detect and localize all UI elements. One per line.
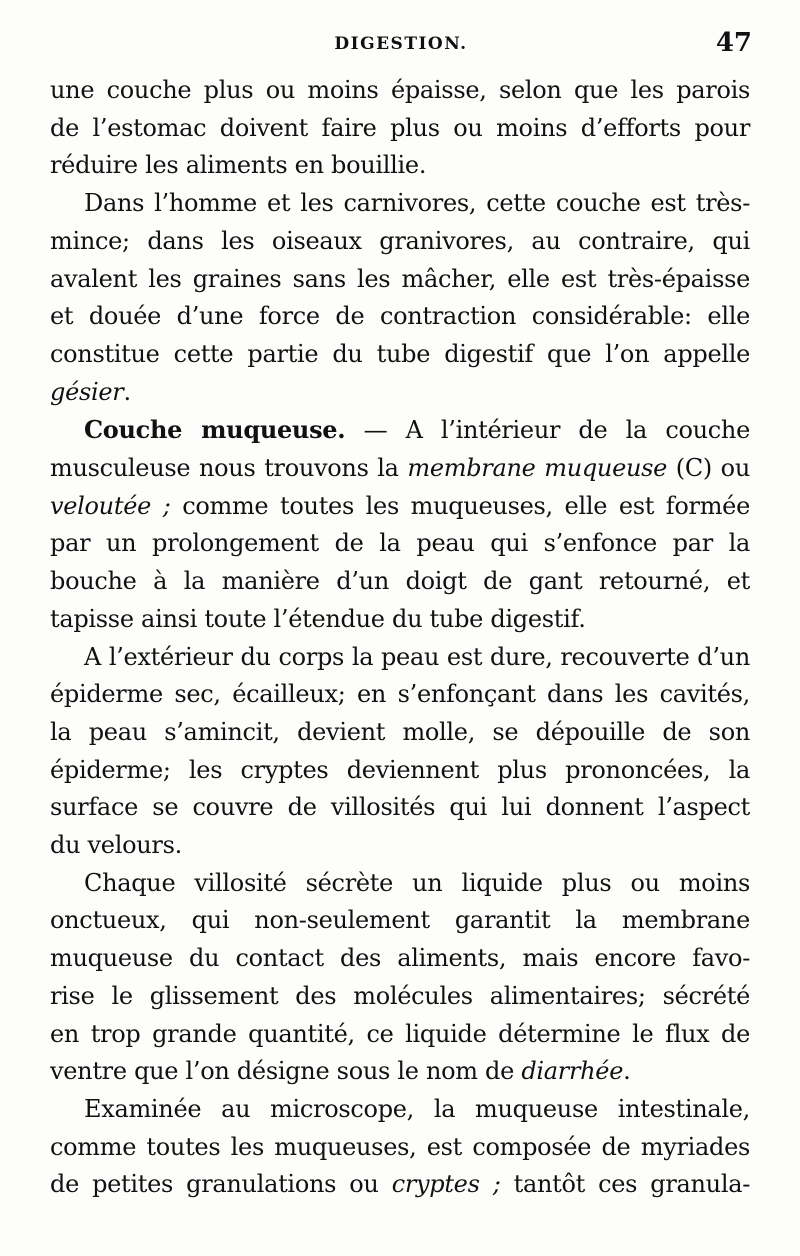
italic-term: membrane muqueuse	[407, 454, 668, 483]
text-run: comme toutes les muqueuses, elle est formée	[170, 491, 750, 520]
text-line	[50, 488, 750, 526]
text-run: musculeuse nous trouvons la	[50, 454, 408, 483]
text-line: Examinée au microscope, la muqueuse intestinale,	[84, 1094, 750, 1123]
text-line: du velours.	[50, 831, 182, 860]
paragraph	[50, 865, 750, 1091]
text-line: épiderme sec, écailleux; en s’enfonçant dans les cavités,	[50, 680, 750, 709]
text-line: et douée d’une force de contraction considérable: elle	[50, 302, 750, 331]
punctuation: .	[623, 1057, 631, 1086]
body-text	[50, 72, 750, 1204]
text-line: surface se couvre de villosités qui lui donnent l’aspect	[50, 793, 750, 822]
text-line: constitue cette partie du tube digestif que l’on appelle	[50, 339, 750, 368]
text-run: de petites granulations ou	[50, 1170, 392, 1199]
page-number: 47	[715, 28, 752, 58]
text-line	[50, 1053, 750, 1091]
section-heading: Couche muqueuse.	[84, 415, 346, 445]
italic-term: diarrhée	[521, 1057, 624, 1086]
text-line: de l’estomac doivent faire plus ou moins d’efforts pour	[50, 113, 750, 142]
text-line: onctueux, qui non-seulement garantit la membrane	[50, 906, 750, 935]
paragraph	[50, 1091, 750, 1204]
text-line: rise le glissement des molécules alimentaires; sécrété	[50, 981, 750, 1010]
text-run: ventre que l’on désigne sous le nom de	[50, 1057, 522, 1086]
text-line: une couche plus ou moins épaisse, selon que les parois	[50, 76, 750, 104]
italic-term: veloutée ;	[50, 491, 171, 520]
paragraph	[50, 411, 750, 638]
text-line	[50, 450, 750, 488]
text-line: comme toutes les muqueuses, est composée de myriades	[50, 1132, 750, 1161]
text-line: A l’extérieur du corps la peau est dure, recouverte d’un	[84, 642, 750, 671]
paragraph	[50, 185, 750, 411]
paragraph	[50, 639, 750, 865]
text-line: en trop grande quantité, ce liquide détermine le flux de	[50, 1019, 750, 1048]
text-line	[50, 411, 750, 450]
text-line: Dans l’homme et les carnivores, cette couche est très-	[84, 189, 750, 218]
text-line: avalent les graines sans les mâcher, elle est très-épaisse	[50, 264, 750, 293]
text-line: Chaque villosité sécrète un liquide plus ou moins	[84, 868, 750, 897]
text-line	[50, 1166, 750, 1204]
text-line: par un prolongement de la peau qui s’enfonce par la	[50, 529, 750, 558]
running-title: DIGESTION.	[334, 34, 468, 54]
running-head	[50, 30, 752, 60]
text-line: bouche à la manière d’un doigt de gant retourné, et	[50, 567, 750, 596]
text-line: tapisse ainsi toute l’étendue du tube digestif.	[50, 604, 586, 633]
text-run: (C) ou	[667, 454, 750, 483]
text-run: tantôt ces granula-	[500, 1170, 751, 1199]
italic-term: gésier	[50, 377, 124, 406]
paragraph	[50, 72, 750, 185]
text-line: mince; dans les oiseaux granivores, au contraire, qui	[50, 226, 750, 255]
text-line	[50, 374, 750, 412]
text-line: réduire les aliments en bouillie.	[50, 151, 427, 180]
text-line: la peau s’amincit, devient molle, se dépouille de son	[50, 717, 750, 746]
punctuation: .	[123, 377, 131, 406]
text-line: épiderme; les cryptes deviennent plus prononcées, la	[50, 755, 750, 784]
text-run: — A l’intérieur de la couche	[345, 416, 750, 445]
italic-term: cryptes ;	[391, 1170, 501, 1199]
text-line: muqueuse du contact des aliments, mais encore favo-	[50, 944, 750, 973]
